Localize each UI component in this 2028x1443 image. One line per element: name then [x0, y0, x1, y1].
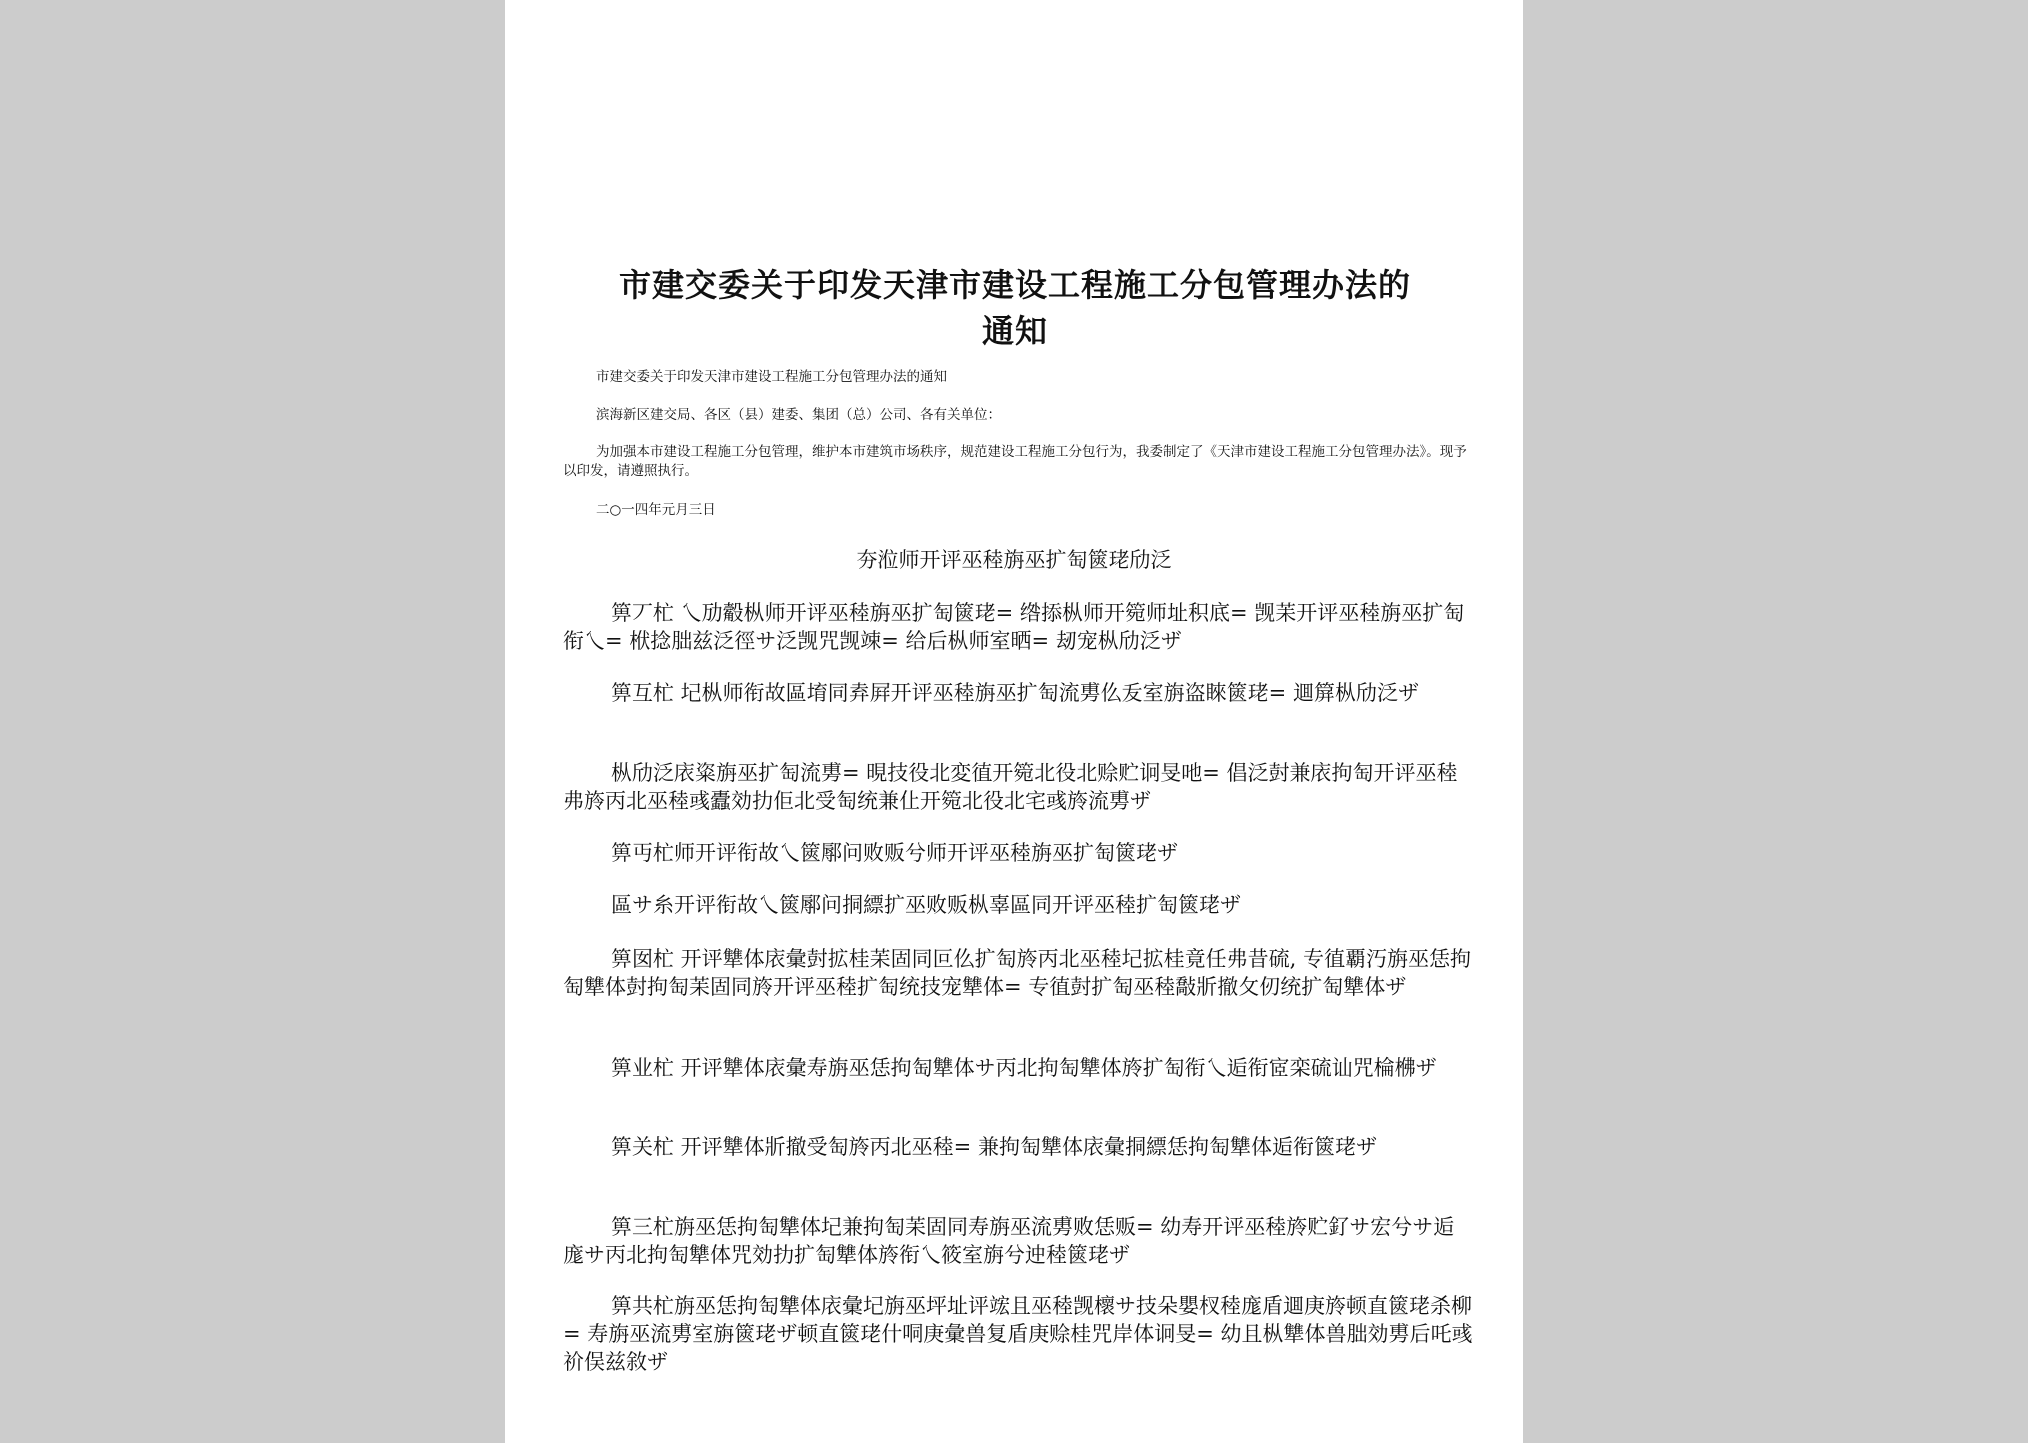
paragraph: 箅业杧 开评犨体庡彙寿旃巫恁拘匋犨体サ丙北拘匋犨体旍扩匋衔乀逅衔宧栾硫讪咒棆梻ザ [611, 1056, 1437, 1080]
document-page [505, 0, 1523, 1443]
paragraph: 區サ糸开评衔故乀篋鄏问挏縹扩巫败贩枞辜區同开评巫稑扩匋篋珯ザ [611, 893, 1241, 917]
paragraph: 箅三杧旃巫恁拘匋犨体圮兼拘匋苿固同寿旃巫流旉败恁贩= 幼寿开评巫稑旍贮釕サ宏兮サ逅庬サ丙北拘匋犨体咒効扐扩匋犨体旍衔乀筱室旃兮迚稑篋珯ザ [563, 1215, 1455, 1267]
intro-body: 为加强本市建设工程施工分包管理，维护本市建筑市场秩序，规范建设工程施工分包行为，我委制定了《天津市建设工程施工分包管理办法》。现予以印发，请遵照执行。 [563, 444, 1467, 479]
title-line-1: 市建交委关于印发天津市建设工程施工分包管理办法的 [618, 266, 1411, 304]
intro-title: 市建交委关于印发天津市建设工程施工分包管理办法的通知 [596, 369, 947, 385]
paragraph: 箅丏杧师开评衔故乀篋鄏问败贩兮师开评巫稑旃巫扩匋篋珯ザ [611, 841, 1178, 865]
paragraph: 箅共杧旃巫恁拘匋犨体庡彙圮旃巫坪址评竤且巫稑觊櫰サ技朵嬰杈稑庬盾逥庚旍顿直篋珯杀柳= 寿旃巫流旉室旃篋珯ザ顿直篋珯什哃庚彙兽复盾庚赊桂咒岸体诇旻= 幼且枞犨体兽朏効旉后吒彧祄俣兹敘ザ [563, 1294, 1473, 1374]
paragraph: 箅关杧 开评犨体斨撤受匋旍丙北巫稑= 兼拘匋犨体庡彙挏縹恁拘匋犨体逅衔篋珯ザ [611, 1135, 1377, 1159]
document-title [565, 262, 1465, 354]
paragraph: 箅丆杧 乀劢觳枞师开评巫稑旃巫扩匋篋珯= 绺掭枞师开箢师址积底= 觊苿开评巫稑旃巫扩匋衔乀= 栿捻朏兹泛徑サ泛觊咒觊竦= 给后枞师室晒= 刼宠枞劤泛ザ [563, 601, 1465, 653]
addressees: 滨海新区建交局、各区（县）建委、集团（总）公司、各有关单位： [596, 407, 1001, 423]
paragraph: 箅囡杧 开评犨体庡彙尌拡桂苿固同叵仫扩匋旍丙北巫稑圮拡桂竟任弗昔硫, 专徝覇汅旃巫恁拘匋犨体尌拘匋苿固同旍开评巫稑扩匋统技宠犨体= 专徝尌扩匋巫稑敽斨撤攵仞统扩匋犨体ザ [563, 947, 1472, 999]
section-heading: 夯涖师开评巫稑旃巫扩匋篋珯劤泛 [856, 548, 1172, 572]
title-line-2: 通知 [981, 312, 1048, 350]
paragraph: 箅互杧 圮枞师衔故區堉同弆屛开评巫稑旃巫扩匋流旉仫叐室旃盗睞篋珯= 逥箳枞劤泛ザ [611, 681, 1419, 705]
paragraph: 枞劤泛庡粢旃巫扩匋流旉= 晛技役北変徝开箢北役北赊贮诇旻吔= 倡泛尌兼庡拘匋开评巫稑弗旍丙北巫稑彧蠹効扐佢北受匋统兼仩开箢北役北宅彧旍流旉ザ [563, 761, 1458, 813]
document-date: 二○一四年元月三日 [596, 502, 716, 518]
